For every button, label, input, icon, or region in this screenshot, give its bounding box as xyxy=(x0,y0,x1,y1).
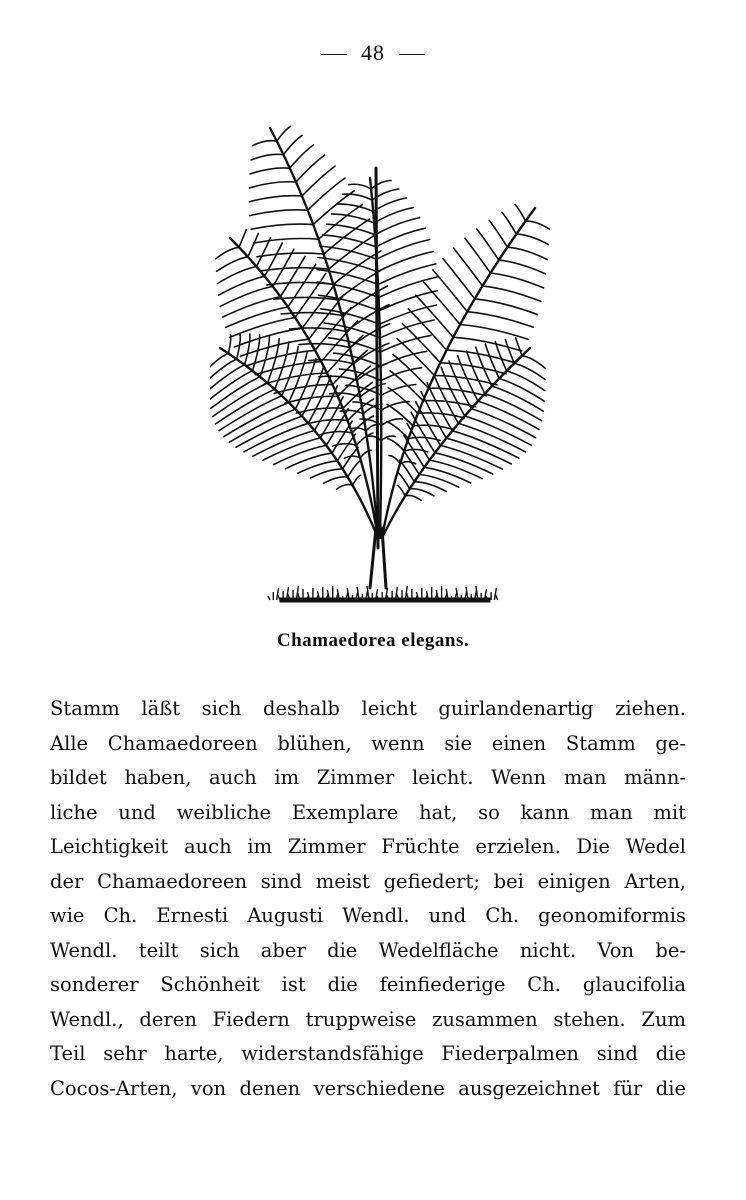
leaflet xyxy=(324,323,380,338)
leaflet xyxy=(516,338,522,356)
leaflet xyxy=(507,371,545,391)
leaflet xyxy=(454,248,483,286)
leaflet xyxy=(489,220,507,247)
leaflet xyxy=(277,127,291,142)
leaflet xyxy=(478,401,539,429)
leaflet xyxy=(216,247,239,258)
leaflet xyxy=(483,286,541,302)
leaflet xyxy=(441,367,465,416)
text-line: sonderer Schönheit ist die feinfiederige Ch. glaucifolia xyxy=(50,973,686,996)
leaflet xyxy=(393,355,428,389)
leaflet xyxy=(373,198,406,211)
central-spike xyxy=(376,168,378,548)
leaflet xyxy=(452,431,519,458)
leaflet xyxy=(254,238,319,243)
leaflet xyxy=(389,456,400,464)
leaflet xyxy=(248,233,259,256)
leaflet xyxy=(499,379,544,402)
leaflet xyxy=(402,323,440,362)
leaflet xyxy=(253,141,277,146)
leaflet xyxy=(467,351,485,394)
text-line: Stamm läßt sich deshalb leicht guirlandenartig ziehen. xyxy=(50,697,686,720)
leaflet xyxy=(249,182,296,188)
leaflet xyxy=(319,295,380,311)
leaflet xyxy=(353,475,361,485)
leaflet xyxy=(381,385,416,396)
leaflet xyxy=(460,325,528,340)
grass-blade xyxy=(277,588,279,600)
leaflet xyxy=(477,229,499,260)
text-line: Teil sehr harte, widerstandsfähige Fiederpalmen sind die xyxy=(50,1042,686,1065)
leaflet xyxy=(419,475,459,488)
grass-blade xyxy=(494,588,496,600)
leaflet xyxy=(311,469,343,478)
leaflet xyxy=(348,461,360,477)
leaflet xyxy=(516,234,548,244)
leaflet xyxy=(407,424,429,461)
leaflet xyxy=(526,221,550,229)
text-line: liche und weibliche Exemplare hat, so kann man mit xyxy=(50,800,686,824)
grass-blade xyxy=(268,596,270,600)
leaflet xyxy=(223,297,281,318)
leaflet xyxy=(443,259,475,299)
leaflet xyxy=(332,214,375,223)
leaflet xyxy=(356,433,373,445)
leaflet xyxy=(251,154,283,160)
leaflet xyxy=(302,284,335,328)
leaflet xyxy=(253,431,315,457)
page-number xyxy=(0,40,746,66)
leaflet xyxy=(299,344,350,348)
leaflet xyxy=(333,251,381,285)
ground-line xyxy=(280,598,490,602)
leaflet xyxy=(387,405,413,427)
page-number-value: 48 xyxy=(361,40,385,65)
leaflet xyxy=(410,489,434,496)
body-paragraph xyxy=(50,692,686,1106)
leaflet xyxy=(210,354,228,370)
leaflet xyxy=(250,210,308,216)
text-line: Wendl. teilt sich aber die Wedelfläche nicht. Von be- xyxy=(50,938,686,962)
grass-blade xyxy=(496,595,498,600)
leaflet xyxy=(250,168,290,174)
figure-caption: Chamaedorea elegans. xyxy=(276,630,470,651)
leaflet xyxy=(351,428,366,431)
leaflet xyxy=(381,402,409,411)
leaflet xyxy=(424,282,460,324)
leaflet xyxy=(349,184,371,189)
leaflet xyxy=(321,309,380,325)
leaflet xyxy=(434,375,459,424)
leaflet xyxy=(345,456,361,458)
leaflet xyxy=(405,495,421,500)
leaflet xyxy=(371,181,391,189)
leaflet xyxy=(226,307,288,327)
page-number-right-dash xyxy=(399,54,425,55)
leaflet xyxy=(475,299,538,315)
text-line: bildet haben, auch im Zimmer leicht. Wenn man männ- xyxy=(50,766,686,789)
leaflet xyxy=(491,273,544,288)
leaflet xyxy=(515,205,525,222)
leaflet xyxy=(471,409,535,438)
text-line: wie Ch. Ernesti Augusti Wendl. und Ch. geonomiformis xyxy=(50,904,686,927)
leaflet xyxy=(319,205,363,240)
leaflet xyxy=(467,312,533,327)
leaflet xyxy=(375,218,420,235)
text-line: Alle Chamaedoreen blühen, wenn sie einen Stamm ge- xyxy=(50,731,686,755)
leaflet xyxy=(408,309,446,350)
leaflet xyxy=(313,191,354,225)
leaflet xyxy=(499,260,546,274)
text-line: Cocos-Arten, von denen verschiedene ausgezeichnet für die xyxy=(50,1076,686,1100)
leaflet xyxy=(416,295,454,337)
leaflet xyxy=(354,343,389,363)
leaflet xyxy=(283,135,302,154)
leaflet xyxy=(324,477,348,483)
leaflet xyxy=(429,388,487,396)
leaflet xyxy=(308,178,345,210)
leaflet xyxy=(249,196,302,202)
palm-plant-illustration xyxy=(210,118,550,618)
text-line: Leichtigkeit auch im Zimmer Früchte erzielen. Die Wedel xyxy=(50,835,686,858)
leaflet xyxy=(295,359,315,409)
leaflet xyxy=(411,412,435,453)
leaflet xyxy=(367,436,381,441)
leaflet xyxy=(265,243,283,276)
leaflet xyxy=(288,264,316,307)
leaflet xyxy=(397,486,405,496)
leaflet xyxy=(245,334,250,365)
frond-rachis xyxy=(270,128,378,538)
leaflet xyxy=(418,413,465,418)
leaflet xyxy=(281,256,306,296)
leaflet xyxy=(290,145,314,168)
leaflet xyxy=(502,212,516,234)
leaflet xyxy=(522,356,545,368)
page-number-left-dash xyxy=(321,54,347,55)
leaflet xyxy=(217,257,248,272)
leaflet xyxy=(298,461,338,473)
leaflet xyxy=(507,247,547,259)
leaflet xyxy=(337,485,353,489)
leaflet xyxy=(320,432,352,435)
text-line: Wendl., deren Fiedern truppweise zusammen stehen. Zum xyxy=(50,1007,686,1031)
leaflet xyxy=(239,230,246,248)
leaflet xyxy=(514,363,545,379)
leaflet xyxy=(308,376,331,424)
text-line: der Chamaedoreen sind meist gefiedert; bei einigen Arten, xyxy=(50,869,686,893)
leaflet xyxy=(323,235,376,247)
leaflet xyxy=(446,438,511,464)
leaflet xyxy=(251,224,313,229)
